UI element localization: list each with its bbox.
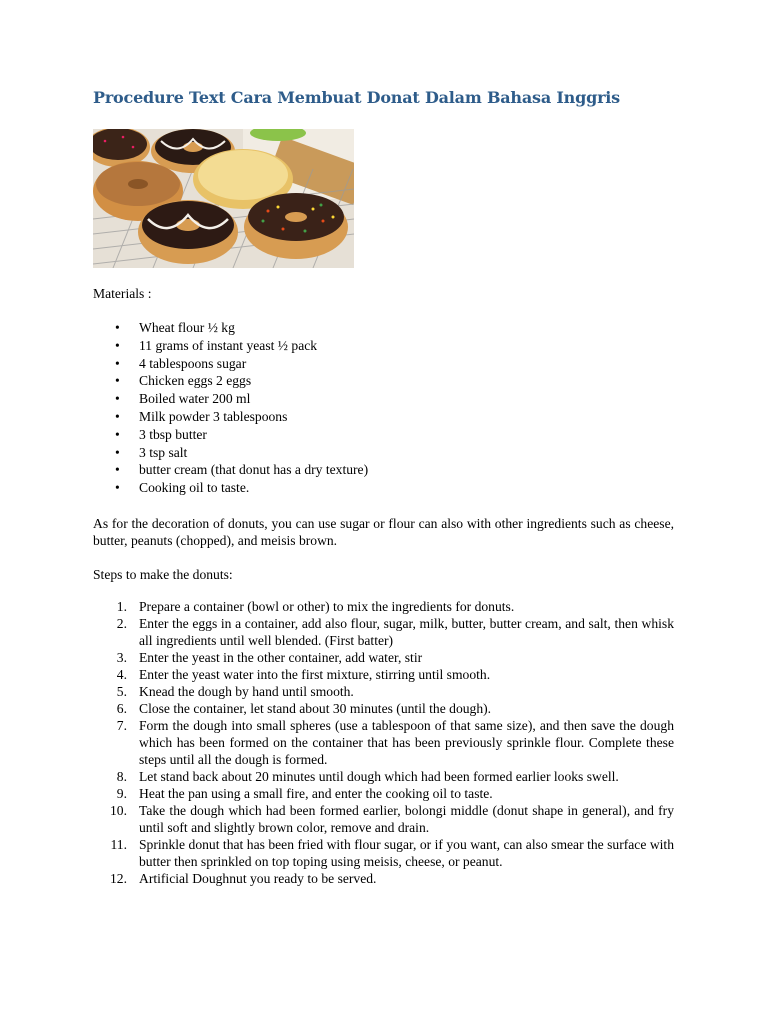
donuts-photo xyxy=(93,129,354,268)
bullet-icon: • xyxy=(115,480,120,496)
material-text: Wheat flour ½ kg xyxy=(139,320,235,335)
step-number: 10. xyxy=(110,803,127,818)
material-text: Chicken eggs 2 eggs xyxy=(139,373,252,389)
bullet-icon: • xyxy=(115,462,120,478)
page-title: Procedure Text Cara Membuat Donat Dalam Bahasa Inggris xyxy=(93,88,620,107)
list-item xyxy=(93,444,673,462)
step-number: 5. xyxy=(116,684,127,699)
material-text: 11 grams of instant yeast ½ pack xyxy=(139,337,318,353)
list-item xyxy=(93,319,673,337)
bullet-icon: • xyxy=(115,355,120,371)
donuts-image xyxy=(93,129,354,268)
list-item xyxy=(93,666,674,683)
step-number: 6. xyxy=(116,701,127,716)
list-item xyxy=(93,700,674,717)
list-item xyxy=(93,337,673,355)
step-text: Artificial Doughnut you ready to be served. xyxy=(139,871,377,886)
steps-list xyxy=(93,598,674,887)
material-text: butter cream (that donut has a dry texture) xyxy=(139,462,369,478)
step-text: Enter the yeast water into the first mixture, stirring until smooth. xyxy=(139,667,491,682)
step-number: 9. xyxy=(116,786,127,801)
list-item xyxy=(93,870,674,887)
list-item xyxy=(93,390,673,408)
step-text: Knead the dough by hand until smooth. xyxy=(139,684,354,699)
materials-label: Materials : xyxy=(93,286,152,301)
step-number: 12. xyxy=(110,871,127,886)
step-text: Let stand back about 20 minutes until dough which had been formed earlier looks swell. xyxy=(139,769,619,784)
step-text: Enter the eggs in a container, add also flour, sugar, milk, butter, butter cream, and salt, then whisk all ingredients until well blended. (First batter) xyxy=(139,616,674,648)
material-text: 4 tablespoons sugar xyxy=(139,355,247,371)
list-item xyxy=(93,768,674,785)
list-item xyxy=(93,372,673,390)
bullet-icon: • xyxy=(115,373,120,389)
material-text: Cooking oil to taste. xyxy=(139,480,250,496)
bullet-icon: • xyxy=(115,391,120,407)
bullet-icon: • xyxy=(115,337,120,353)
step-text: Prepare a container (bowl or other) to mix the ingredients for donuts. xyxy=(139,599,515,614)
step-number: 11. xyxy=(110,837,127,852)
decoration-paragraph: As for the decoration of donuts, you can use sugar or flour can also with other ingredients such as cheese, butter, peanuts (chopped), and meisis brown. xyxy=(93,516,674,548)
step-number: 2. xyxy=(116,616,127,631)
material-text: 3 tbsp butter xyxy=(139,426,207,442)
list-item xyxy=(93,355,673,373)
material-text: 3 tsp salt xyxy=(139,444,188,460)
bullet-icon: • xyxy=(115,426,120,442)
step-number: 8. xyxy=(116,769,127,784)
step-text: Heat the pan using a small fire, and enter the cooking oil to taste. xyxy=(139,786,493,801)
list-item xyxy=(93,461,673,479)
material-text: Milk powder 3 tablespoons xyxy=(139,408,288,424)
list-item xyxy=(93,479,673,497)
list-item xyxy=(93,683,674,700)
list-item xyxy=(93,649,674,666)
materials-list xyxy=(93,319,673,497)
bullet-icon: • xyxy=(115,408,120,424)
step-number: 3. xyxy=(116,650,127,665)
step-number: 1. xyxy=(116,599,127,614)
list-item xyxy=(93,426,673,444)
list-item xyxy=(93,802,674,836)
step-number: 7. xyxy=(116,718,127,733)
steps-label: Steps to make the donuts: xyxy=(93,567,233,582)
step-text: Form the dough into small spheres (use a tablespoon of that same size), and then save the dough which has been formed on the container that has been previously sprinkle flour. Complete these steps until all the dough is formed. xyxy=(139,718,674,767)
step-text: Close the container, let stand about 30 minutes (until the dough). xyxy=(139,701,492,716)
step-text: Sprinkle donut that has been fried with flour sugar, or if you want, can also smear the surface with butter then sprinkled on top toping using meisis, cheese, or peanut. xyxy=(139,837,674,869)
list-item xyxy=(93,408,673,426)
step-text: Enter the yeast in the other container, add water, stir xyxy=(139,650,423,665)
list-item xyxy=(93,598,674,615)
material-text: Boiled water 200 ml xyxy=(139,391,251,407)
bullet-icon: • xyxy=(115,320,120,335)
step-number: 4. xyxy=(116,667,127,682)
bullet-icon: • xyxy=(115,444,120,460)
list-item xyxy=(93,785,674,802)
list-item xyxy=(93,717,674,768)
list-item xyxy=(93,615,674,649)
step-text: Take the dough which had been formed earlier, bolongi middle (donut shape in general), and fry until soft and slightly brown color, remove and drain. xyxy=(139,803,674,835)
list-item xyxy=(93,836,674,870)
